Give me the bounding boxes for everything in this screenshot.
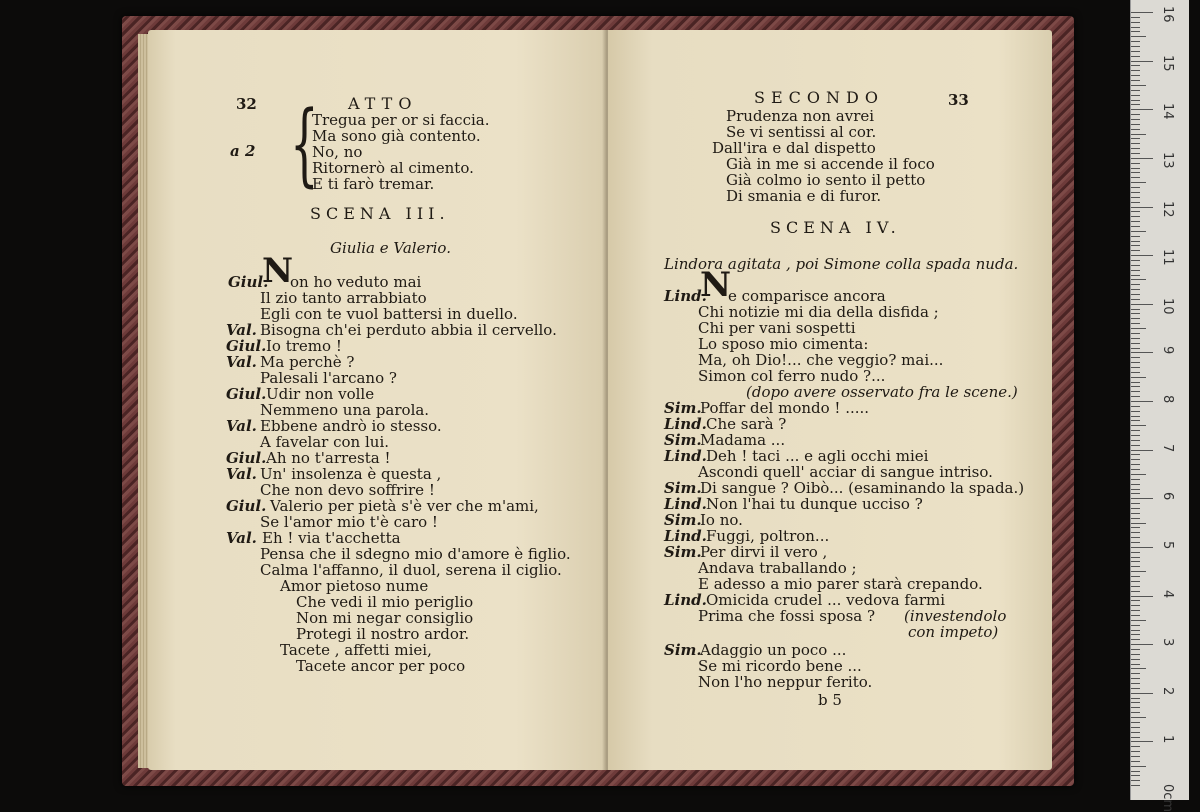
ruler-number: 14 [1160, 103, 1175, 120]
dialogue-line: Andava traballando ; [698, 559, 857, 577]
ruler-number: 7 [1160, 443, 1175, 452]
dialogue-line: Calma l'affanno, il duol, serena il ciglio. [260, 561, 562, 579]
speaker-label: Val. [226, 417, 257, 435]
ruler-tick [1131, 313, 1140, 314]
scene-characters-left: Giulia e Valerio. [330, 239, 451, 257]
ruler-tick [1131, 279, 1146, 280]
dialogue-line: Udir non volle [266, 385, 375, 403]
ruler-tick [1131, 275, 1140, 276]
dialogue-line: Se mi ricordo bene ... [698, 657, 862, 675]
brace: { [290, 92, 319, 197]
stage-direction: (dopo avere osservato fra le scene.) [746, 383, 1018, 401]
left-page [148, 30, 608, 770]
ruler-tick [1131, 406, 1140, 407]
aria-line: Che vedi il mio periglio [296, 593, 474, 611]
ruler-tick [1131, 46, 1140, 47]
speaker-label: Val. [226, 465, 257, 483]
dialogue-line: Omicida crudel ... vedova farmi [706, 591, 946, 609]
ruler-tick [1131, 177, 1140, 178]
ruler-tick [1131, 75, 1140, 76]
scene-characters-right: Lindora agitata , poi Simone colla spada nuda. [664, 255, 1019, 273]
dialogue-line: Egli con te vuol battersi in duello. [260, 305, 518, 323]
duet-line: Ritornerò al cimento. [312, 159, 474, 177]
verse-line: Già in me si accende il foco [726, 155, 935, 173]
ruler-tick [1131, 591, 1140, 592]
ruler-tick [1131, 36, 1146, 37]
ruler-tick [1131, 163, 1140, 164]
ruler-tick [1131, 95, 1140, 96]
speaker-label: Lind. [664, 447, 707, 465]
ruler-tick [1131, 396, 1140, 397]
ruler-tick [1131, 124, 1140, 125]
ruler-tick [1131, 377, 1146, 378]
ruler-number: 1 [1160, 735, 1175, 744]
ruler-tick [1131, 576, 1140, 577]
ruler-tick [1131, 51, 1140, 52]
ruler-tick [1131, 445, 1140, 446]
ruler-tick [1131, 80, 1140, 81]
ruler-tick [1131, 41, 1140, 42]
ruler-tick [1131, 644, 1153, 645]
ruler-tick [1131, 343, 1140, 344]
ruler-tick [1131, 420, 1140, 421]
ruler-tick [1131, 241, 1140, 242]
speaker-label: Val. [226, 529, 257, 547]
ruler-tick [1131, 659, 1140, 660]
ruler-tick [1131, 386, 1140, 387]
ruler-number: 15 [1160, 54, 1175, 72]
ruler-tick [1131, 464, 1140, 465]
aria-line: Tacete ancor per poco [296, 657, 466, 675]
ruler-tick [1131, 168, 1140, 169]
ruler-tick [1131, 683, 1140, 684]
ruler-tick [1131, 542, 1140, 543]
ruler-tick [1131, 430, 1140, 431]
ruler-tick [1131, 484, 1140, 485]
ruler-tick [1131, 134, 1146, 135]
dialogue-line: Nemmeno una parola. [260, 401, 430, 419]
ruler-tick [1131, 216, 1140, 217]
ruler-tick [1131, 372, 1140, 373]
ruler-tick [1131, 143, 1140, 144]
ruler-tick [1131, 391, 1140, 392]
dialogue-line: on ho veduto mai [290, 273, 422, 291]
ruler-tick [1131, 717, 1146, 718]
dialogue-line: Un' insolenza è questa , [260, 465, 442, 483]
aria-line: Tacete , affetti miei, [280, 641, 432, 659]
dialogue-line: Chi notizie mi dia della disfida ; [698, 303, 939, 321]
ruler-tick [1131, 498, 1153, 499]
dialogue-line: Madama ... [700, 431, 786, 449]
speaker-label: Sim. [664, 399, 702, 417]
ruler-tick [1131, 775, 1140, 776]
ruler-number: 5 [1160, 540, 1175, 550]
ruler-tick [1131, 182, 1146, 183]
ruler-tick [1131, 221, 1140, 222]
ruler-tick [1131, 513, 1140, 514]
ruler-number: 3 [1160, 638, 1175, 647]
ruler-tick [1131, 756, 1140, 757]
speaker-label: Sim. [664, 479, 702, 497]
verse-line: Dall'ira e dal dispetto [712, 139, 876, 157]
aria-line: Amor pietoso nume [280, 577, 429, 595]
ruler-number: 9 [1160, 346, 1175, 355]
ruler-tick [1131, 197, 1140, 198]
ruler-tick [1131, 537, 1140, 538]
ruler-tick [1131, 712, 1140, 713]
dialogue-line: Il zio tanto arrabbiato [260, 289, 427, 307]
ruler-number: 8 [1160, 395, 1175, 404]
ruler-number: 0cm [1160, 784, 1175, 812]
duet-line: Ma sono già contento. [312, 127, 481, 145]
speaker-label: Lind. [664, 287, 707, 305]
ruler-tick [1131, 600, 1140, 601]
ruler-tick [1131, 639, 1140, 640]
ruler-tick [1131, 119, 1140, 120]
dialogue-line: Deh ! taci ... e agli occhi miei [706, 447, 929, 465]
ruler-tick [1131, 27, 1140, 28]
dialogue-line: Prima che fossi sposa ? [698, 607, 876, 625]
dialogue-line: Non l'ho neppur ferito. [698, 673, 873, 691]
dialogue-line: Che sarà ? [706, 415, 787, 433]
page-number-left: 32 [236, 95, 257, 113]
drop-cap-right: N [700, 265, 732, 305]
ruler-tick [1131, 785, 1140, 786]
duet-line: Tregua per or si faccia. [312, 111, 490, 129]
dialogue-line: E adesso a mio parer starà crepando. [698, 575, 983, 593]
ruler-tick [1131, 207, 1153, 208]
ruler-tick [1131, 698, 1140, 699]
ruler-tick [1131, 727, 1140, 728]
ruler-number: 4 [1160, 589, 1175, 598]
ruler-tick [1131, 707, 1140, 708]
ruler-tick [1131, 61, 1153, 62]
speaker-label: Sim. [664, 431, 702, 449]
ruler-tick [1131, 552, 1140, 553]
dialogue-line: Ascondi quell' acciar di sangue intriso. [698, 463, 993, 481]
ruler-tick [1131, 401, 1153, 402]
speaker-label: Giul. [226, 497, 267, 515]
ruler-tick [1131, 771, 1140, 772]
ruler-tick [1131, 435, 1140, 436]
dialogue-line: Di sangue ? Oibò... (esaminando la spada.) [700, 479, 1025, 497]
ruler-tick [1131, 289, 1140, 290]
ruler-number: 6 [1160, 492, 1175, 501]
ruler-tick [1131, 561, 1140, 562]
ruler-tick [1131, 22, 1140, 23]
ruler-tick [1131, 557, 1140, 558]
dialogue-line: Io tremo ! [266, 337, 342, 355]
ruler-tick [1131, 615, 1140, 616]
dialogue-line: Palesali l'arcano ? [260, 369, 397, 387]
ruler-tick [1131, 304, 1153, 305]
ruler-tick [1131, 129, 1140, 130]
dialogue-line: Valerio per pietà s'è ver che m'ami, [270, 497, 539, 515]
ruler-tick [1131, 751, 1140, 752]
ruler-number: 16 [1160, 6, 1175, 23]
dialogue-line: Ma, oh Dio!... che veggio? mai... [698, 351, 944, 369]
speaker-label: Giul. [226, 449, 267, 467]
dialogue-line: Fuggi, poltron... [706, 527, 830, 545]
ruler-tick [1131, 158, 1153, 159]
ruler-tick [1131, 90, 1140, 91]
a-due-marker: a 2 [230, 142, 256, 160]
ruler-tick [1131, 357, 1140, 358]
ruler-tick [1131, 620, 1146, 621]
speaker-label: Sim. [664, 543, 702, 561]
dialogue-line: Adaggio un poco ... [700, 641, 847, 659]
ruler-tick [1131, 328, 1146, 329]
scene-title-right: SCENA IV. [770, 218, 901, 237]
ruler-tick [1131, 596, 1153, 597]
signature-mark: b 5 [818, 691, 842, 709]
drop-cap-left: N [262, 251, 294, 291]
dialogue-line: Per dirvi il vero , [700, 543, 828, 561]
ruler-tick [1131, 459, 1140, 460]
dialogue-line: Non l'hai tu dunque ucciso ? [706, 495, 923, 513]
ruler-tick [1131, 523, 1146, 524]
ruler-tick [1131, 104, 1140, 105]
running-header-left: ATTO [348, 94, 418, 113]
aria-line: Protegi il nostro ardor. [296, 625, 470, 643]
ruler-tick [1131, 527, 1140, 528]
ruler-tick [1131, 114, 1140, 115]
ruler-tick [1131, 746, 1140, 747]
ruler-tick [1131, 17, 1140, 18]
ruler-tick [1131, 338, 1140, 339]
ruler-tick [1131, 625, 1140, 626]
ruler-tick [1131, 761, 1140, 762]
dialogue-line: Simon col ferro nudo ?... [698, 367, 886, 385]
speaker-label: Lind. [664, 415, 707, 433]
ruler-tick [1131, 187, 1140, 188]
dialogue-line: Poffar del mondo ! ..... [700, 399, 870, 417]
ruler-tick [1131, 581, 1140, 582]
ruler-tick [1131, 766, 1146, 767]
ruler-tick [1131, 630, 1140, 631]
page-number-right: 33 [948, 91, 969, 109]
dialogue-line: e comparisce ancora [728, 287, 886, 305]
ruler-tick [1131, 250, 1140, 251]
duet-line: No, no [312, 143, 363, 161]
ruler-tick [1131, 518, 1140, 519]
ruler-tick [1131, 605, 1140, 606]
ruler-tick [1131, 172, 1140, 173]
ruler-tick [1131, 416, 1140, 417]
ruler-tick [1131, 654, 1140, 655]
ruler-tick [1131, 649, 1140, 650]
ruler-tick [1131, 503, 1140, 504]
ruler-tick [1131, 236, 1140, 237]
ruler-tick [1131, 673, 1140, 674]
speaker-label: Sim. [664, 641, 702, 659]
ruler-tick [1131, 532, 1140, 533]
ruler-tick [1131, 148, 1140, 149]
ruler-tick [1131, 153, 1140, 154]
ruler-tick [1131, 741, 1153, 742]
ruler-tick [1131, 571, 1146, 572]
dialogue-line: Ma perchè ? [260, 353, 355, 371]
scene-title-left: SCENA III. [310, 204, 450, 223]
ruler-tick [1131, 780, 1140, 781]
ruler-tick [1131, 693, 1153, 694]
ruler-tick [1131, 211, 1140, 212]
dialogue-line: A favelar con lui. [260, 433, 390, 451]
speaker-label: Lind. [664, 591, 707, 609]
ruler-tick [1131, 634, 1140, 635]
ruler-tick [1131, 547, 1153, 548]
aria-line: Non mi negar consiglio [296, 609, 474, 627]
ruler-tick [1131, 100, 1140, 101]
ruler-tick [1131, 454, 1140, 455]
ruler-tick [1131, 493, 1140, 494]
ruler-tick [1131, 56, 1140, 57]
ruler-tick [1131, 299, 1140, 300]
speaker-label: Lind. [664, 527, 707, 545]
ruler-tick [1131, 664, 1140, 665]
speaker-label: Lind. [664, 495, 707, 513]
duet-line: E ti farò tremar. [312, 175, 435, 193]
ruler-number: 11 [1160, 249, 1175, 266]
ruler-tick [1131, 678, 1140, 679]
ruler-tick [1131, 382, 1140, 383]
ruler-tick [1131, 270, 1140, 271]
ruler-number: 2 [1160, 686, 1175, 696]
speaker-label: Giul. [226, 337, 267, 355]
ruler-tick [1131, 566, 1140, 567]
dialogue-line: Ebbene andrò io stesso. [260, 417, 442, 435]
ruler-tick [1131, 109, 1153, 110]
ruler-tick [1131, 440, 1140, 441]
ruler-tick [1131, 688, 1140, 689]
ruler-tick [1131, 425, 1146, 426]
dialogue-line: Io no. [700, 511, 743, 529]
ruler-tick [1131, 318, 1140, 319]
verse-line: Di smania e di furor. [726, 187, 882, 205]
ruler-tick [1131, 265, 1140, 266]
ruler-tick [1131, 323, 1140, 324]
ruler-tick [1131, 231, 1146, 232]
speaker-label: Val. [226, 321, 257, 339]
ruler-number: 10 [1160, 297, 1175, 315]
speaker-label: Giul. [228, 273, 269, 291]
dialogue-line: Bisogna ch'ei perduto abbia il cervello. [260, 321, 557, 339]
ruler-tick [1131, 586, 1140, 587]
dialogue-line: Eh ! via t'acchetta [262, 529, 401, 547]
ruler-tick [1131, 260, 1140, 261]
ruler-tick [1131, 333, 1140, 334]
ruler-tick [1131, 245, 1140, 246]
ruler-tick [1131, 411, 1140, 412]
speaker-label: Val. [226, 353, 257, 371]
ruler-tick [1131, 702, 1140, 703]
ruler-tick [1131, 192, 1140, 193]
ruler-tick [1131, 85, 1146, 86]
ruler-tick [1131, 226, 1140, 227]
stage-direction: con impeto) [908, 623, 999, 641]
speaker-label: Sim. [664, 511, 702, 529]
ruler-tick [1131, 255, 1153, 256]
ruler-tick [1131, 479, 1140, 480]
verse-line: Già colmo io sento il petto [726, 171, 926, 189]
ruler-tick [1131, 70, 1140, 71]
ruler-tick [1131, 12, 1153, 13]
ruler-tick [1131, 474, 1146, 475]
ruler-tick [1131, 294, 1140, 295]
ruler-tick [1131, 367, 1140, 368]
verse-line: Prudenza non avrei [726, 107, 875, 125]
ruler-tick [1131, 489, 1140, 490]
dialogue-line: Lo sposo mio cimenta: [698, 335, 869, 353]
ruler-number: 13 [1160, 151, 1175, 169]
dialogue-line: Pensa che il sdegno mio d'amore è figlio. [260, 545, 571, 563]
stage-direction: (investendolo [904, 607, 1007, 625]
ruler-tick [1131, 732, 1140, 733]
ruler-tick [1131, 348, 1140, 349]
ruler-tick [1131, 352, 1153, 353]
ruler-tick [1131, 284, 1140, 285]
speaker-label: Giul. [226, 385, 267, 403]
ruler-tick [1131, 362, 1140, 363]
running-header-right: SECONDO [754, 88, 884, 107]
ruler-tick [1131, 508, 1140, 509]
dialogue-line: Chi per vani sospetti [698, 319, 856, 337]
ruler-tick [1131, 65, 1140, 66]
right-page [608, 30, 1052, 770]
dialogue-line: Se l'amor mio t'è caro ! [260, 513, 438, 531]
ruler-number: 12 [1160, 200, 1175, 218]
ruler-tick [1131, 450, 1153, 451]
ruler-tick [1131, 610, 1140, 611]
ruler-tick [1131, 309, 1140, 310]
dialogue-line: Ah no t'arresta ! [266, 449, 391, 467]
ruler-tick [1131, 722, 1140, 723]
dialogue-line: Che non devo soffrire ! [260, 481, 435, 499]
ruler-tick [1131, 202, 1140, 203]
ruler-tick [1131, 737, 1140, 738]
ruler-tick [1131, 469, 1140, 470]
ruler-tick [1131, 138, 1140, 139]
measurement-ruler [1130, 0, 1189, 812]
verse-line: Se vi sentissi al cor. [726, 123, 877, 141]
ruler-tick [1131, 668, 1146, 669]
ruler-tick [1131, 31, 1140, 32]
